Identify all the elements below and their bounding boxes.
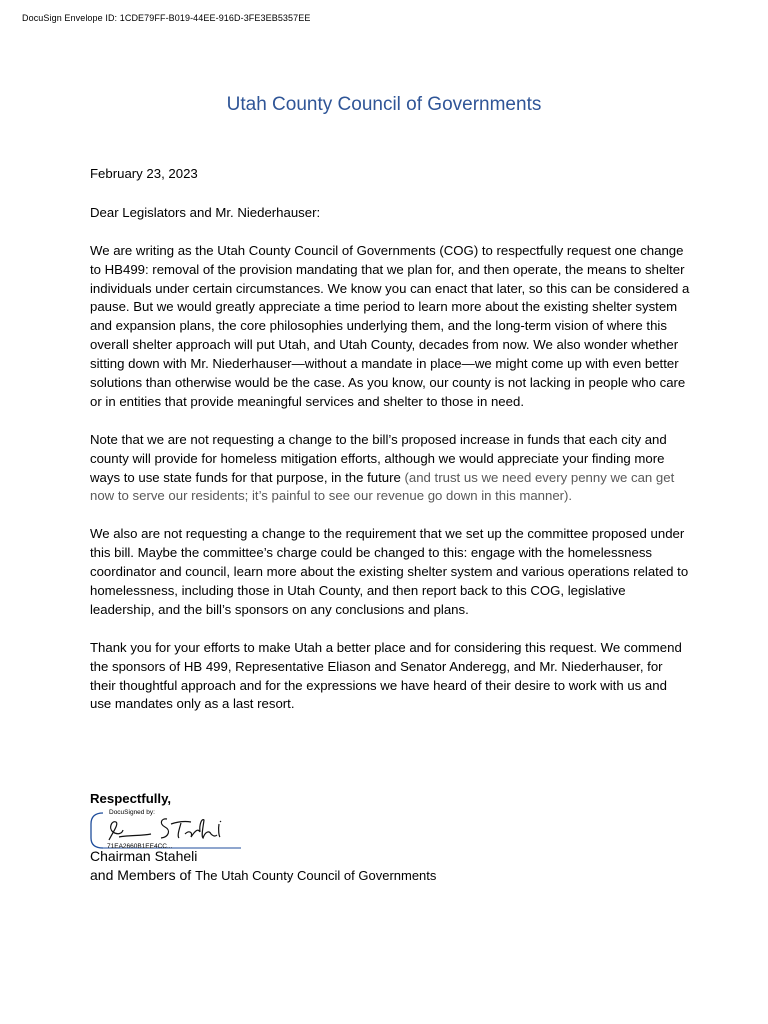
salutation: Dear Legislators and Mr. Niederhauser: (90, 204, 321, 220)
paragraph-thanks: Thank you for your efforts to make Utah a better place and for considering this request. We commend the sponsors of HB 499, Representative Eliason and Senator Anderegg, and Mr. Niederhauser, for their thoughtful approach and for the expressions we have heard of their desire to work with us and use mandates only as a last resort. (90, 639, 682, 712)
signer-title: Chairman Staheli (90, 848, 198, 864)
paragraph-funds (90, 431, 690, 507)
docusign-envelope-id: DocuSign Envelope ID: 1CDE79FF-B019-44EE-916D-3FE3EB5357EE (22, 13, 311, 23)
organization-title: Utah County Council of Governments (226, 94, 542, 115)
letter-body (90, 165, 690, 733)
letter-date: February 23, 2023 (90, 166, 198, 181)
signature-hash: 71EA2660B1EE4CC... (107, 843, 173, 850)
closing-line: Respectfully, (90, 791, 172, 806)
members-line (90, 867, 436, 883)
members-prefix: and Members of (90, 867, 192, 883)
paragraph-funds-aside: (and trust us we need every penny we can get now to serve our residents; it’s painful to see our revenue go down in this manner). (90, 469, 675, 504)
paragraph-committee: We also are not requesting a change to the requirement that we set up the committee proposed under this bill. Maybe the committee’s charge could be changed to this: engage with the homelessness coordinator and council, learn more about the existing shelter system and various operations related to homelessness, including those in Utah County, and then report back to this COG, legislative leadership, and the bill’s sponsors on any conclusions and plans. (90, 526, 689, 617)
docusigned-by-label: DocuSigned by: (109, 809, 155, 816)
paragraph-funds-main: Note that we are not requesting a change to the bill’s proposed increase in funds that each city and county will provide for homeless mitigation efforts, although we would appreciate your finding more ways to use state funds for that purpose, in the future (90, 431, 667, 485)
paragraph-request: We are writing as the Utah County Council of Governments (COG) to respectfully request one change to HB499: removal of the provision mandating that we plan for, and then operate, the means to shelter individuals under certain circumstances. We know you can enact that later, so this can be considered a pause. But we would greatly appreciate a time period to learn more about the existing shelter system and expansion plans, the core philosophies underlying them, and the long-term vision of where this overall shelter approach will put Utah, and Utah County, decades from now. We also wonder whether sitting down with Mr. Niederhauser—without a mandate in place—we might come up with even better solutions than otherwise would be the case. As you know, our county is not lacking in people who care or in entities that provide meaningful services and shelter to those in need. (90, 242, 690, 409)
docusign-signature-block (89, 810, 244, 850)
members-organization: The Utah County Council of Governments (195, 868, 437, 883)
